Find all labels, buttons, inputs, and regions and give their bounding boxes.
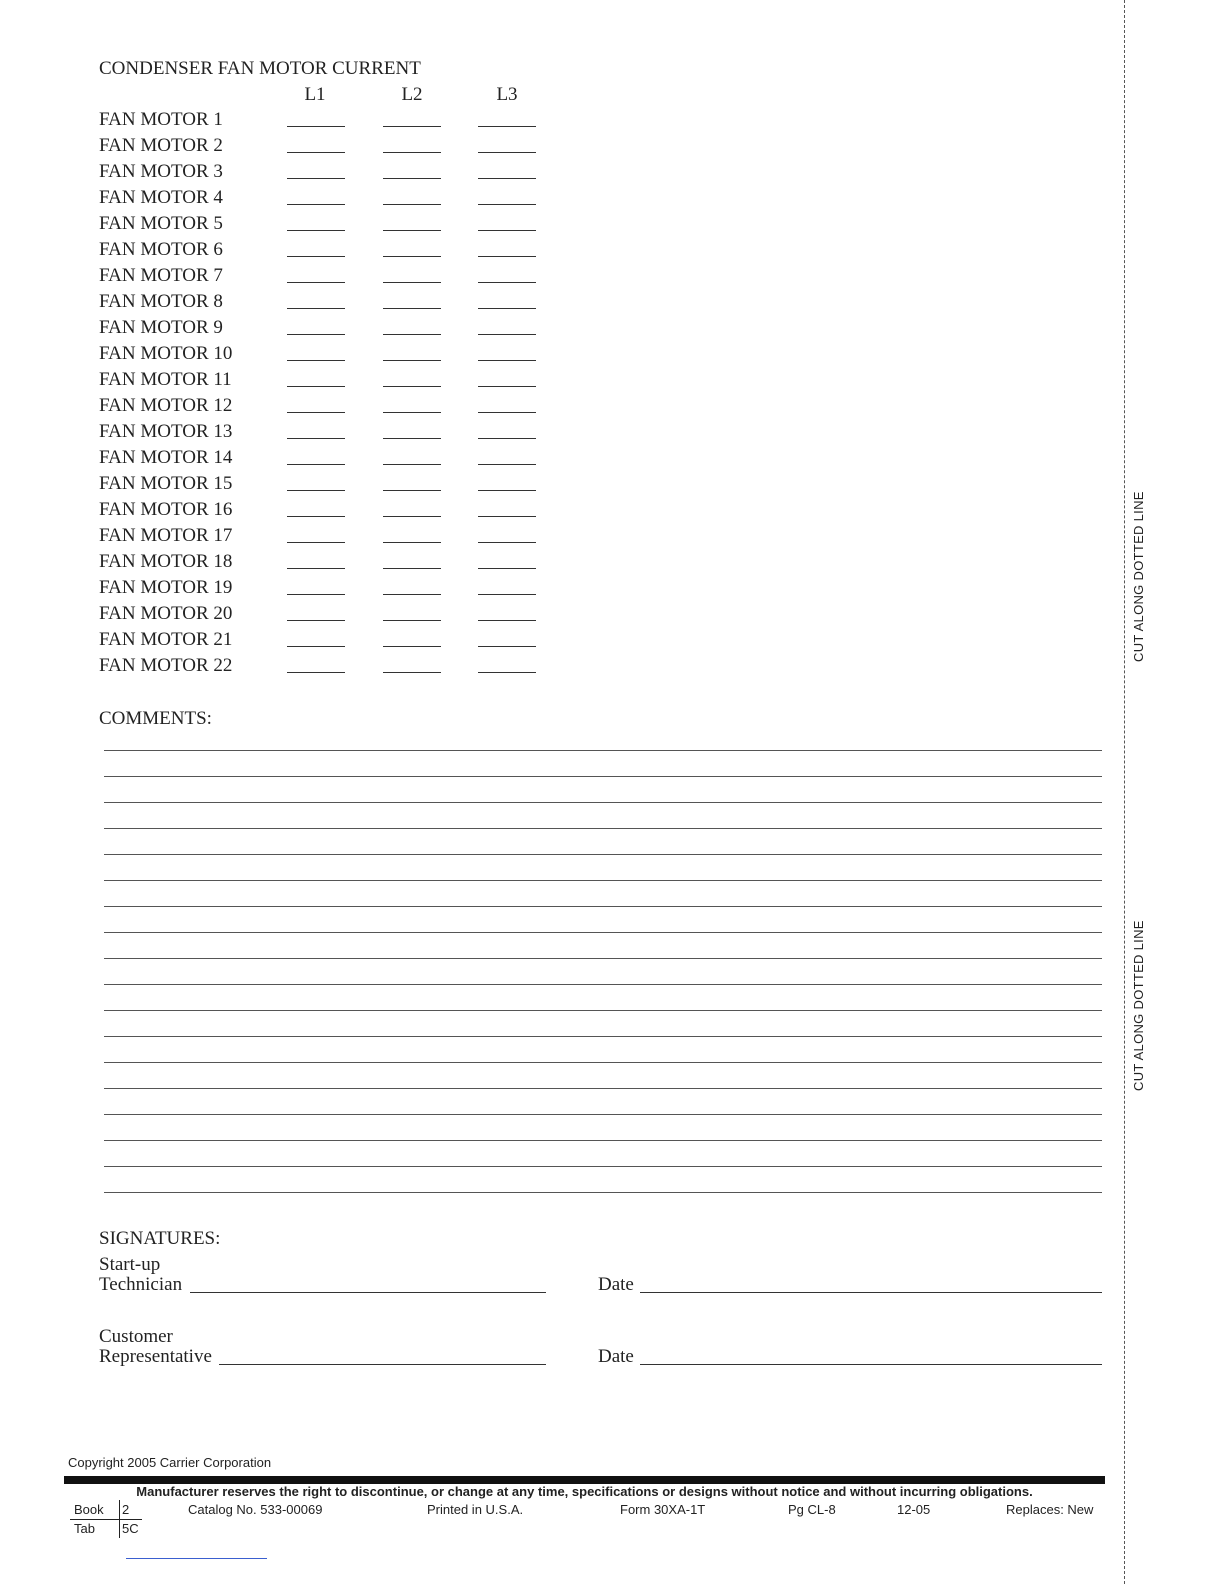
footer-rule (64, 1476, 1105, 1484)
customer-label-line1: Customer (99, 1326, 173, 1347)
fan-motor-l1-field[interactable] (287, 282, 345, 283)
link-underline (126, 1558, 267, 1559)
replaces-note: Replaces: New (1006, 1502, 1094, 1517)
fan-motor-label: FAN MOTOR 11 (99, 369, 232, 390)
fan-motor-label: FAN MOTOR 6 (99, 239, 223, 260)
fan-motor-row (99, 395, 559, 421)
customer-representative-signature-field[interactable] (219, 1364, 546, 1365)
fan-motor-row (99, 317, 559, 343)
fan-motor-l1-field[interactable] (287, 308, 345, 309)
fan-motor-l1-field[interactable] (287, 516, 345, 517)
fan-motor-l3-field[interactable] (478, 308, 536, 309)
book-value: 2 (122, 1502, 130, 1517)
fan-motor-label: FAN MOTOR 8 (99, 291, 223, 312)
fan-motor-label: FAN MOTOR 20 (99, 603, 233, 624)
fan-motor-row (99, 265, 559, 291)
fan-motor-l1-field[interactable] (287, 412, 345, 413)
fan-motor-l3-field[interactable] (478, 516, 536, 517)
fan-motor-l2-field[interactable] (383, 230, 441, 231)
fan-motor-l2-field[interactable] (383, 568, 441, 569)
fan-motor-row (99, 421, 559, 447)
fan-motor-l3-field[interactable] (478, 620, 536, 621)
fan-motor-row (99, 187, 559, 213)
fan-motor-l2-field[interactable] (383, 594, 441, 595)
fan-motor-l2-field[interactable] (383, 620, 441, 621)
fan-motor-row (99, 603, 559, 629)
fan-motor-l2-field[interactable] (383, 178, 441, 179)
comment-line[interactable] (104, 1010, 1102, 1011)
customer-date-label: Date (598, 1346, 634, 1367)
fan-motor-l2-field[interactable] (383, 490, 441, 491)
fan-motor-row (99, 213, 559, 239)
fan-motor-label: FAN MOTOR 17 (99, 525, 233, 546)
comment-line[interactable] (104, 854, 1102, 855)
fan-motor-l2-field[interactable] (383, 646, 441, 647)
fan-motor-l3-field[interactable] (478, 542, 536, 543)
fan-motor-row (99, 239, 559, 265)
fan-motor-l1-field[interactable] (287, 204, 345, 205)
fan-motor-l3-field[interactable] (478, 438, 536, 439)
comment-line[interactable] (104, 906, 1102, 907)
tab-value: 5C (122, 1521, 139, 1536)
fan-motor-l1-field[interactable] (287, 464, 345, 465)
comment-line[interactable] (104, 776, 1102, 777)
fan-motor-row (99, 655, 559, 681)
fan-motor-l3-field[interactable] (478, 646, 536, 647)
fan-motor-label: FAN MOTOR 1 (99, 109, 223, 130)
fan-motor-l1-field[interactable] (287, 672, 345, 673)
page-number: Pg CL-8 (788, 1502, 836, 1517)
fan-motor-l1-field[interactable] (287, 568, 345, 569)
fan-motor-row (99, 291, 559, 317)
fan-motor-row (99, 499, 559, 525)
comment-line[interactable] (104, 1062, 1102, 1063)
fan-motor-row (99, 551, 559, 577)
fan-motor-row (99, 473, 559, 499)
fan-motor-l3-field[interactable] (478, 204, 536, 205)
fan-motor-l2-field[interactable] (383, 308, 441, 309)
fan-motor-l3-field[interactable] (478, 126, 536, 127)
comment-line[interactable] (104, 1036, 1102, 1037)
fan-motor-l2-field[interactable] (383, 152, 441, 153)
fan-motor-l3-field[interactable] (478, 152, 536, 153)
fan-motor-l3-field[interactable] (478, 386, 536, 387)
fan-motor-l2-field[interactable] (383, 386, 441, 387)
fan-motor-row (99, 525, 559, 551)
comment-line[interactable] (104, 828, 1102, 829)
fan-motor-row (99, 369, 559, 395)
fan-motor-label: FAN MOTOR 4 (99, 187, 223, 208)
startup-date-field[interactable] (640, 1292, 1102, 1293)
comment-line[interactable] (104, 932, 1102, 933)
fan-motor-row (99, 161, 559, 187)
fan-motor-l1-field[interactable] (287, 360, 345, 361)
book-label: Book (74, 1502, 104, 1517)
fan-motor-l3-field[interactable] (478, 490, 536, 491)
fan-motor-l1-field[interactable] (287, 256, 345, 257)
comment-line[interactable] (104, 958, 1102, 959)
fan-motor-l3-field[interactable] (478, 568, 536, 569)
customer-representative-label (99, 1327, 212, 1367)
fan-motor-l1-field[interactable] (287, 490, 345, 491)
revision-date: 12-05 (897, 1502, 931, 1517)
comment-line[interactable] (104, 1166, 1102, 1167)
cut-along-text-lower: CUT ALONG DOTTED LINE (1131, 920, 1146, 1091)
fan-motor-l2-field[interactable] (383, 464, 441, 465)
fan-motor-l1-field[interactable] (287, 620, 345, 621)
fan-motor-l3-field[interactable] (478, 594, 536, 595)
signatures-label: SIGNATURES: (99, 1228, 221, 1249)
fan-motor-label: FAN MOTOR 21 (99, 629, 233, 650)
startup-date-label: Date (598, 1274, 634, 1295)
fan-motor-label: FAN MOTOR 13 (99, 421, 233, 442)
fan-motor-l1-field[interactable] (287, 334, 345, 335)
catalog-number: Catalog No. 533-00069 (188, 1502, 323, 1517)
customer-date-field[interactable] (640, 1364, 1102, 1365)
fan-motor-label: FAN MOTOR 2 (99, 135, 223, 156)
fan-motor-l1-field[interactable] (287, 594, 345, 595)
fan-motor-l1-field[interactable] (287, 178, 345, 179)
book-tab-divider-horizontal (70, 1519, 142, 1520)
fan-motor-l3-field[interactable] (478, 672, 536, 673)
fan-motor-label: FAN MOTOR 7 (99, 265, 223, 286)
fan-motor-label: FAN MOTOR 15 (99, 473, 233, 494)
fan-motor-l2-field[interactable] (383, 334, 441, 335)
fan-motor-l3-field[interactable] (478, 178, 536, 179)
column-header-l3: L3 (496, 84, 518, 105)
fan-motor-l2-field[interactable] (383, 672, 441, 673)
fan-motor-l1-field[interactable] (287, 386, 345, 387)
startup-label-line2: Technician (99, 1274, 183, 1295)
fan-motor-l3-field[interactable] (478, 256, 536, 257)
column-header-l1: L1 (304, 84, 326, 105)
fan-motor-label: FAN MOTOR 22 (99, 655, 233, 676)
fan-motor-label: FAN MOTOR 9 (99, 317, 223, 338)
fan-motor-label: FAN MOTOR 3 (99, 161, 223, 182)
fan-motor-row (99, 109, 559, 135)
comment-line[interactable] (104, 1114, 1102, 1115)
fan-motor-l2-field[interactable] (383, 126, 441, 127)
fan-motor-label: FAN MOTOR 5 (99, 213, 223, 234)
startup-technician-signature-field[interactable] (190, 1292, 546, 1293)
form-number: Form 30XA-1T (620, 1502, 706, 1517)
fan-motor-label: FAN MOTOR 12 (99, 395, 233, 416)
fan-motor-l1-field[interactable] (287, 438, 345, 439)
fan-motor-l3-field[interactable] (478, 230, 536, 231)
fan-motor-l1-field[interactable] (287, 152, 345, 153)
disclaimer-text: Manufacturer reserves the right to discontinue, or change at any time, specifications or designs without notice and without incurring obligations. (136, 1484, 1033, 1499)
comments-label: COMMENTS: (99, 708, 212, 729)
fan-motor-row (99, 343, 559, 369)
fan-motor-label: FAN MOTOR 16 (99, 499, 233, 520)
fan-motor-l2-field[interactable] (383, 412, 441, 413)
form-title: CONDENSER FAN MOTOR CURRENT (99, 58, 421, 79)
comment-line[interactable] (104, 750, 1102, 751)
fan-motor-l3-field[interactable] (478, 412, 536, 413)
comment-line[interactable] (104, 1140, 1102, 1141)
fan-motor-label: FAN MOTOR 14 (99, 447, 233, 468)
copyright-notice: Copyright 2005 Carrier Corporation (68, 1455, 272, 1470)
tab-label: Tab (74, 1521, 95, 1536)
fan-motor-l1-field[interactable] (287, 542, 345, 543)
comment-line[interactable] (104, 802, 1102, 803)
printed-in: Printed in U.S.A. (427, 1502, 524, 1517)
fan-motor-row (99, 447, 559, 473)
fan-motor-l2-field[interactable] (383, 516, 441, 517)
customer-label-line2: Representative (99, 1346, 212, 1367)
startup-technician-label (99, 1255, 182, 1295)
cut-along-text-upper: CUT ALONG DOTTED LINE (1131, 491, 1146, 662)
column-header-l2: L2 (401, 84, 423, 105)
fan-motor-l2-field[interactable] (383, 204, 441, 205)
fan-motor-row (99, 629, 559, 655)
comment-line[interactable] (104, 1192, 1102, 1193)
fan-motor-l2-field[interactable] (383, 542, 441, 543)
startup-label-line1: Start-up (99, 1254, 161, 1275)
cut-dotted-line (1124, 0, 1125, 1584)
fan-motor-l2-field[interactable] (383, 360, 441, 361)
fan-motor-l3-field[interactable] (478, 334, 536, 335)
comment-line[interactable] (104, 880, 1102, 881)
comment-line[interactable] (104, 1088, 1102, 1089)
fan-motor-label: FAN MOTOR 10 (99, 343, 233, 364)
fan-motor-l2-field[interactable] (383, 256, 441, 257)
fan-motor-l1-field[interactable] (287, 230, 345, 231)
fan-motor-l3-field[interactable] (478, 282, 536, 283)
fan-motor-l1-field[interactable] (287, 646, 345, 647)
fan-motor-label: FAN MOTOR 19 (99, 577, 233, 598)
fan-motor-l1-field[interactable] (287, 126, 345, 127)
comment-line[interactable] (104, 984, 1102, 985)
fan-motor-row (99, 135, 559, 161)
fan-motor-l2-field[interactable] (383, 282, 441, 283)
fan-motor-l3-field[interactable] (478, 464, 536, 465)
fan-motor-l3-field[interactable] (478, 360, 536, 361)
fan-motor-l2-field[interactable] (383, 438, 441, 439)
fan-motor-label: FAN MOTOR 18 (99, 551, 233, 572)
fan-motor-row (99, 577, 559, 603)
